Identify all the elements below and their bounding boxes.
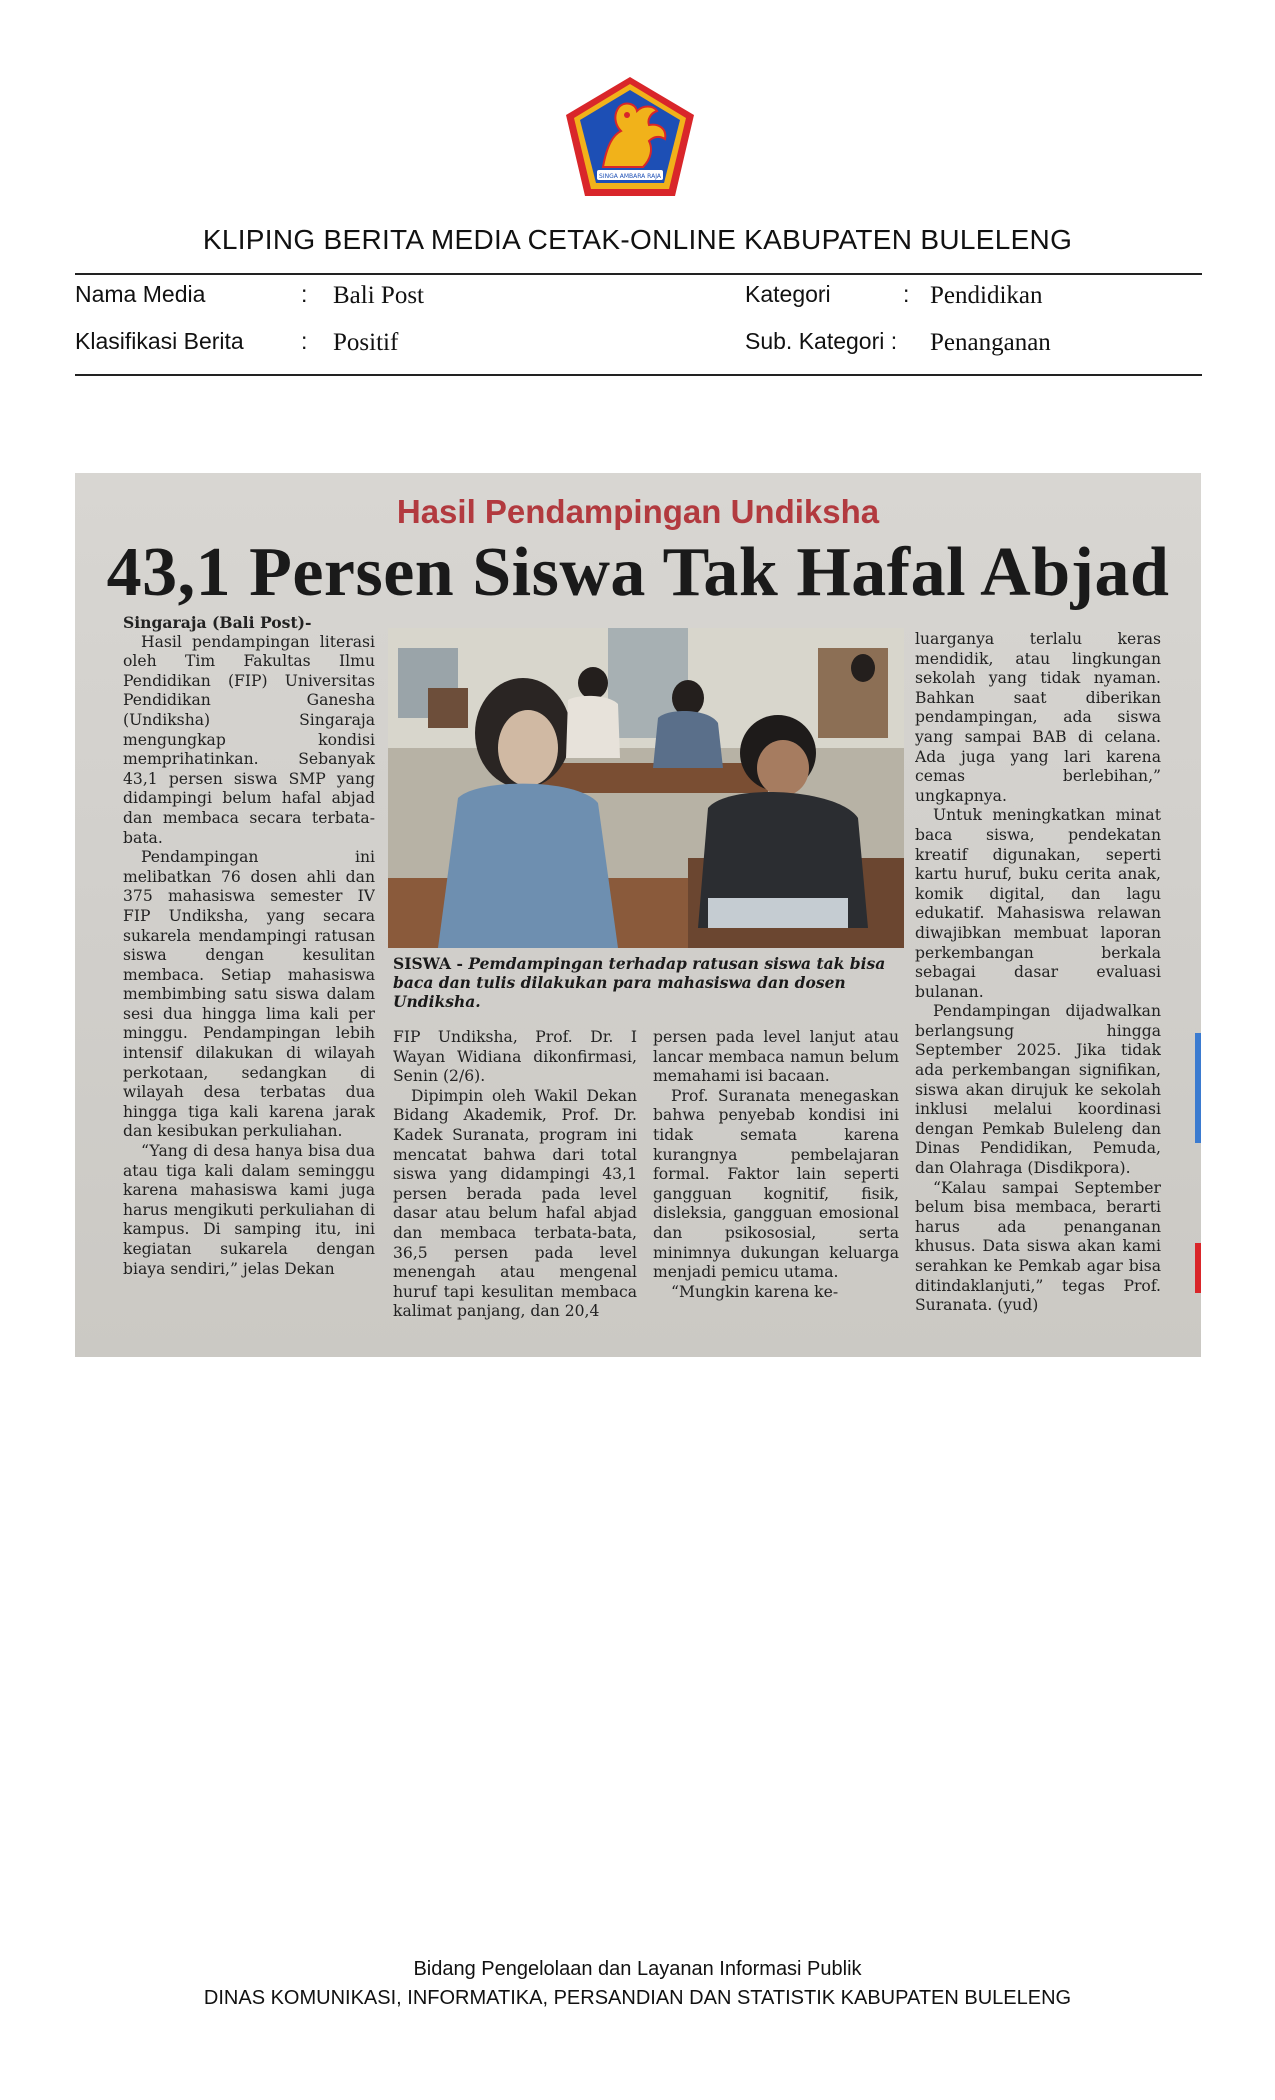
- article-kicker: Hasil Pendampingan Undiksha: [396, 493, 880, 530]
- header-rule-bottom: [75, 374, 1202, 376]
- nama-media-separator: :: [301, 281, 308, 307]
- article-paragraph: FIP Undiksha, Prof. Dr. I Wayan Widiana dikonfirmasi, Senin (2/6).: [393, 1028, 637, 1086]
- page-edge-marks: [1195, 1033, 1201, 1353]
- article-paragraph: Pendampingan ini melibatkan 76 dosen ahli dan 375 mahasiswa semester IV FIP Undiksha, yang secara sukarela mendampingi ratusan siswa dengan kesulitan membaca. Setiap mahasiswa membimbing satu siswa dalam sesi dua hingga lima kali per minggu. Pendampingan lebih intensif dilakukan di wilayah perkotaan, sedangkan di wilayah desa terbatas dua hingga tiga kali karena jarak dan kesibukan perkuliahan.: [123, 848, 375, 1141]
- article-paragraph: Untuk meningkatkan minat baca siswa, pendekatan kreatif digunakan, seperti kartu huruf, buku cerita anak, komik digital, dan lagu edukatif. Mahasiswa relawan diwajibkan membuat laporan perkembangan berkala sebagai dasar evaluasi bulanan.: [915, 806, 1161, 1001]
- classroom-photo: [388, 628, 904, 948]
- klasifikasi-separator: :: [301, 328, 308, 354]
- footer-department: Bidang Pengelolaan dan Layanan Informasi Publik: [413, 1958, 862, 1980]
- document-title: KLIPING BERITA MEDIA CETAK-ONLINE KABUPATEN BULELENG: [202, 224, 1073, 255]
- article-paragraph: Dipimpin oleh Wakil Dekan Bidang Akademik, Prof. Dr. Kadek Suranata, program ini mencatat bahwa dari total siswa yang didampingi 43,1 persen berada pada level dasar atau belum hafal abjad dan membaca terbata-bata, 36,5 persen pada level menengah atau mengenal huruf tapi kesulitan membaca kalimat panjang, dan 20,4: [393, 1086, 637, 1321]
- article-headline: 43,1 Persen Siswa Tak Hafal Abjad: [106, 534, 1170, 611]
- article-column-1: [123, 613, 375, 1348]
- article-paragraph: “Yang di desa hanya bisa dua atau tiga kali dalam seminggu karena mahasiswa kami juga harus mengikuti perkuliahan di kampus. Di samping itu, ini kegiatan sukarela dengan biaya sendiri,” jelas Dekan: [123, 1142, 375, 1278]
- svg-text:SINGA AMBARA RAJA: SINGA AMBARA RAJA: [599, 173, 661, 180]
- kategori-separator: :: [903, 281, 910, 307]
- klasifikasi-label: Klasifikasi Berita: [75, 328, 244, 354]
- article-paragraph: Hasil pendampingan literasi oleh Tim Fakultas Ilmu Pendidikan (FIP) Universitas Pendidikan Ganesha (Undiksha) Singaraja mengungkap kondisi memprihatinkan. Sebanyak 43,1 persen siswa SMP yang didampingi belum hafal abjad dan membaca secara terbata-bata.: [123, 632, 375, 847]
- article-paragraph: Prof. Suranata menegaskan bahwa penyebab kondisi ini tidak semata karena kurangnya pembelajaran formal. Faktor lain seperti gangguan kognitif, fisik, disleksia, gangguan emosional dan psikososial, serta minimnya dukungan keluarga menjadi pemicu utama.: [653, 1086, 899, 1282]
- header-rule-top: [75, 273, 1202, 275]
- article-paragraph: luarganya terlalu keras mendidik, atau lingkungan sekolah yang tidak nyaman. Bahkan saat diberikan pendampingan, ada siswa yang sampai BAB di celana. Ada juga yang lari karena cemas berlebihan,” ungkapnya.: [915, 630, 1161, 805]
- singa-ambara-raja-crest-icon: [563, 75, 697, 199]
- article-paragraph: Pendampingan dijadwalkan berlangsung hingga September 2025. Jika tidak ada perkembangan signifikan, siswa akan dirujuk ke sekolah inklusi melalui koordinasi dengan Pemkab Buleleng dan Dinas Pendidikan, Pemuda, dan Olahraga (Disdikpora).: [915, 1002, 1161, 1178]
- article-column-3: [653, 1028, 899, 1348]
- klasifikasi-value: Positif: [333, 329, 399, 356]
- article-paragraph: “Kalau sampai September belum bisa membaca, berarti harus ada penanganan khusus. Data siswa akan kami serahkan ke Pemkab agar bisa ditindaklanjuti,” tegas Prof. Suranata. (yud): [915, 1178, 1161, 1315]
- nama-media-label: Nama Media: [75, 281, 206, 307]
- article-column-4: [915, 630, 1161, 1348]
- sub-kategori-value: Penanganan: [930, 329, 1051, 356]
- footer-agency: DINAS KOMUNIKASI, INFORMATIKA, PERSANDIAN DAN STATISTIK KABUPATEN BULELENG: [203, 1987, 1072, 2009]
- kategori-label: Kategori: [745, 281, 831, 307]
- nama-media-value: Bali Post: [333, 282, 424, 309]
- sub-kategori-label: Sub. Kategori :: [745, 328, 898, 354]
- kategori-value: Pendidikan: [930, 282, 1043, 309]
- article-paragraph: “Mungkin karena ke-: [671, 1282, 839, 1301]
- caption-label: SISWA -: [393, 954, 463, 973]
- article-column-2: [393, 1028, 637, 1348]
- article-dateline: Singaraja (Bali Post)-: [123, 613, 312, 632]
- photo-caption: [393, 954, 901, 1011]
- article-paragraph: persen pada level lanjut atau lancar membaca namun belum memahami isi bacaan.: [653, 1028, 899, 1086]
- newspaper-clipping: [75, 473, 1201, 1357]
- caption-text: Pemdampingan terhadap ratusan siswa tak bisa baca dan tulis dilakukan para mahasiswa dan dosen Undiksha.: [393, 954, 886, 1011]
